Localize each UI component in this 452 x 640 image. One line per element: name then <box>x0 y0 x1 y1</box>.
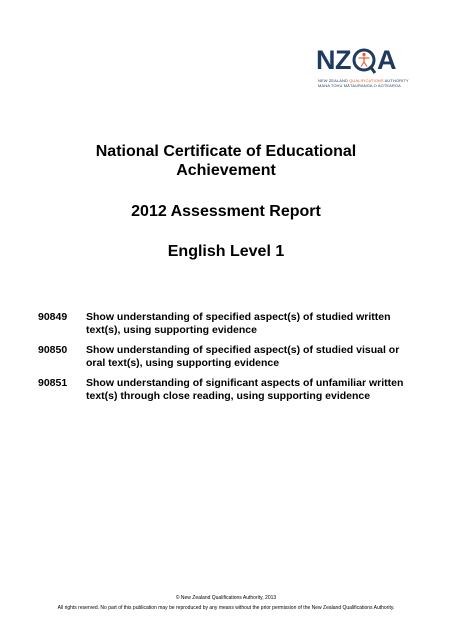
report-title: 2012 Assessment Report <box>131 203 321 220</box>
logo-tagline-accent: QUALIFICATIONS <box>349 78 384 83</box>
human-figure-icon <box>352 47 376 74</box>
standard-item <box>38 344 418 370</box>
standard-code: 90851 <box>38 377 68 389</box>
nzqa-logo <box>316 44 412 90</box>
standard-title: Show understanding of specified aspect(s) of studied written text(s), using supporting evidence <box>86 311 391 336</box>
logo-letter-n: N <box>316 45 335 75</box>
logo-letters <box>316 44 396 74</box>
standard-title: Show understanding of significant aspects of unfamiliar written text(s) through close reading, using supporting evidence <box>86 377 404 402</box>
standard-code: 90849 <box>38 311 68 323</box>
subject-title: English Level 1 <box>167 243 285 260</box>
footer-rights: All rights reserved. No part of this publication may be reproduced by any means without the prior permission of the New Zealand Qualifications Authority. <box>57 605 395 611</box>
standard-code: 90850 <box>38 344 68 356</box>
logo-tagline-pre: NEW ZEALAND <box>318 78 350 83</box>
logo-tagline-maori: MANA TOHU MĀTAURANGA O AOTEAROA <box>318 83 401 88</box>
standards-list <box>38 311 418 410</box>
document-title: National Certificate of Educational Achievement <box>95 143 357 179</box>
standard-title: Show understanding of specified aspect(s) of studied visual or oral text(s), using supporting evidence <box>86 344 400 369</box>
logo-letter-z: Z <box>335 45 351 75</box>
logo-letter-a: A <box>377 45 396 75</box>
title-block <box>0 142 452 261</box>
logo-tagline-post: AUTHORITY <box>383 78 409 83</box>
standard-item <box>38 311 418 337</box>
footer-copyright: © New Zealand Qualifications Authority, 2013 <box>175 595 277 601</box>
standard-item <box>38 377 418 403</box>
